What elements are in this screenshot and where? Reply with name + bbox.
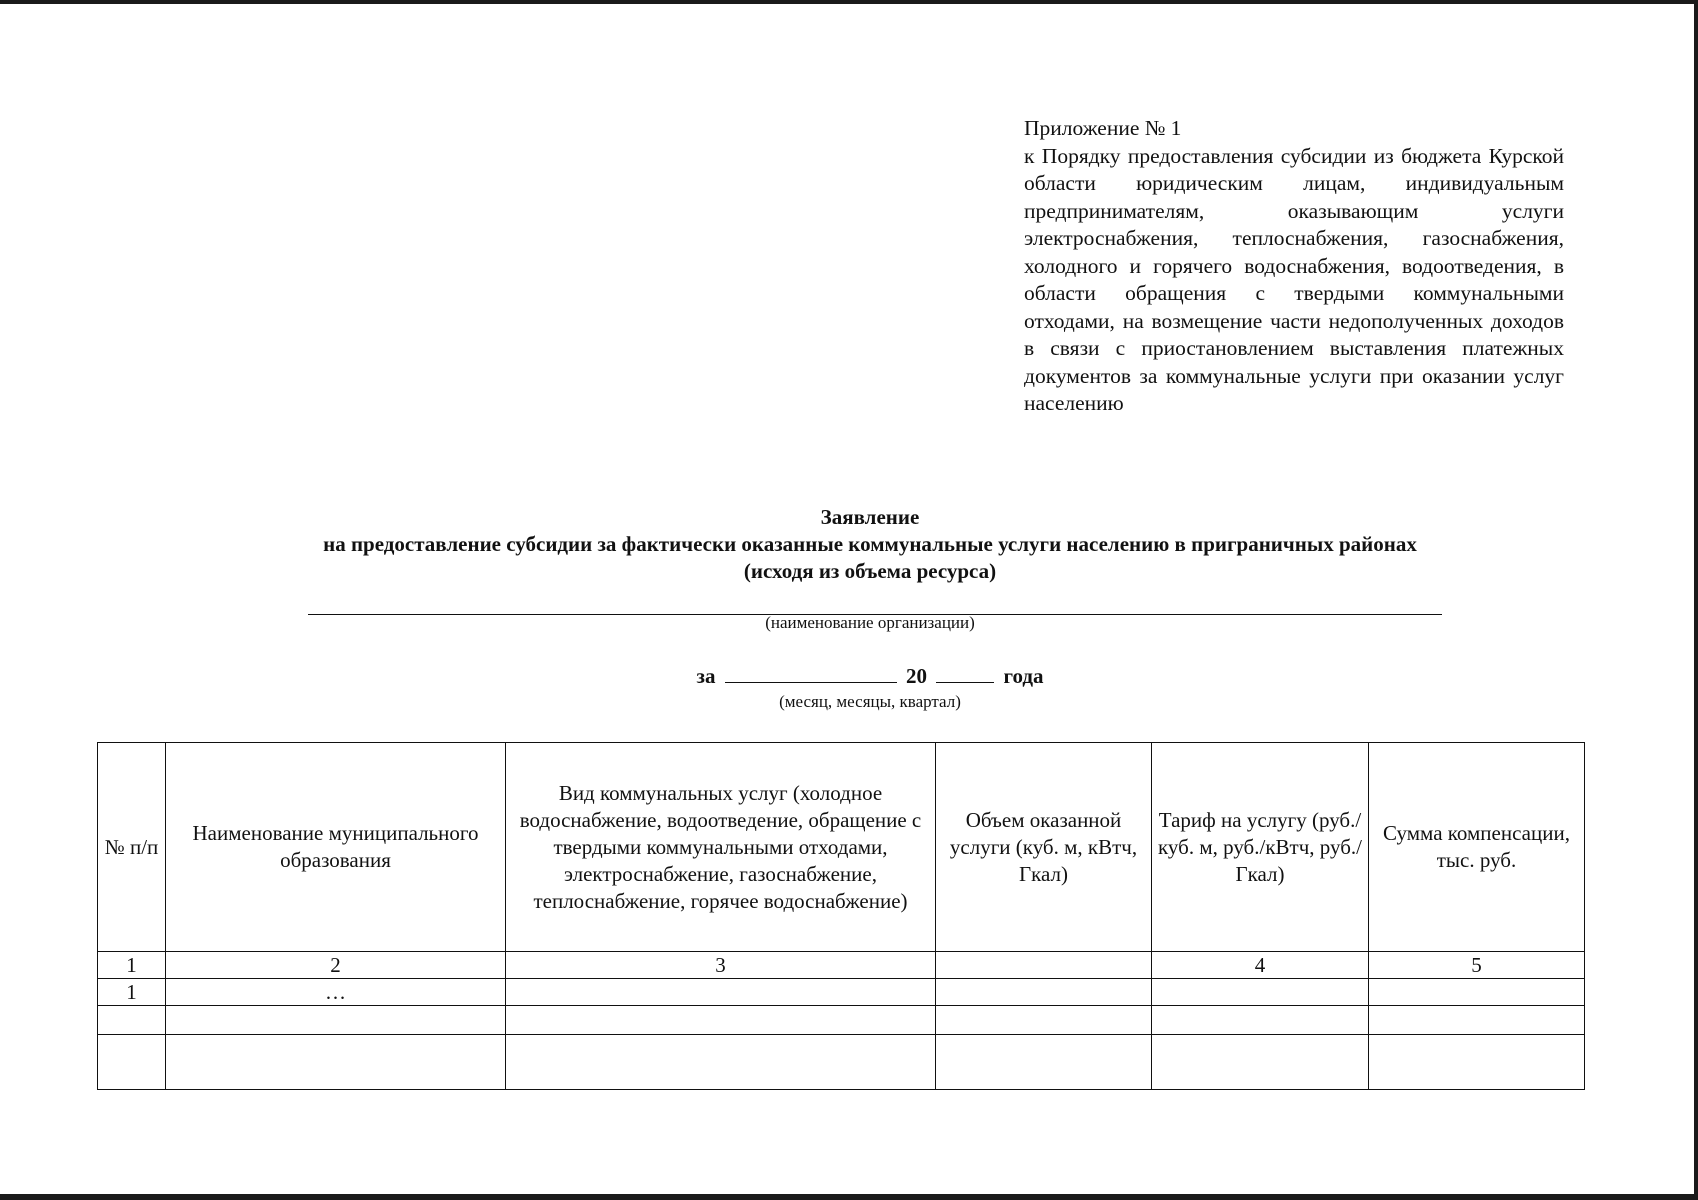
scan-edge-right: [1694, 0, 1698, 1200]
period-caption: (месяц, месяцы, квартал): [779, 692, 961, 711]
table-header-row: [98, 743, 1585, 952]
column-number: 2: [166, 952, 506, 979]
table-cell: [1369, 979, 1585, 1006]
period-suffix: года: [1003, 664, 1044, 688]
header-compensation: Сумма компенсации, тыс. руб.: [1369, 743, 1585, 952]
column-number: 5: [1369, 952, 1585, 979]
period-year-blank: [936, 662, 994, 683]
table-cell: [98, 1035, 166, 1090]
scan-edge-top: [0, 0, 1698, 4]
table-cell: [1152, 1035, 1369, 1090]
column-number-row: [98, 952, 1585, 979]
table-cell: [506, 1006, 936, 1035]
table-cell: [98, 1006, 166, 1035]
table-cell: [506, 1035, 936, 1090]
table-cell: [1369, 1035, 1585, 1090]
column-number: 3: [506, 952, 936, 979]
header-volume: Объем оказанной услуги (куб. м, кВтч, Гкал): [936, 743, 1152, 952]
table-cell: …: [166, 979, 506, 1006]
table-cell: 1: [98, 979, 166, 1006]
table-cell: [506, 979, 936, 1006]
compensation-table: [97, 742, 1585, 1090]
column-number: 1: [98, 952, 166, 979]
document-subtitle: на предоставление субсидии за фактически оказанные коммунальные услуги населению в приграничных районах: [323, 532, 1417, 556]
header-service-type: Вид коммунальных услуг (холодное водоснабжение, водоотведение, обращение с твердыми коммунальными отходами, электроснабжение, газоснабжение, теплоснабжение, горячее водоснабжение): [506, 743, 936, 952]
period-row: [0, 662, 1698, 689]
table-cell: [936, 1006, 1152, 1035]
appendix-block: [1024, 115, 1564, 418]
document-subtitle-note: (исходя из объема ресурса): [743, 559, 997, 583]
period-prefix: за: [696, 664, 716, 688]
table-row: [98, 1006, 1585, 1035]
period-month-blank: [725, 662, 897, 683]
table-cell: [1152, 1006, 1369, 1035]
table-cell: [1369, 1006, 1585, 1035]
table-cell: [936, 979, 1152, 1006]
table-cell: [166, 1006, 506, 1035]
table-cell: [936, 1035, 1152, 1090]
appendix-title: Приложение № 1: [1024, 116, 1182, 140]
header-number: № п/п: [98, 743, 166, 952]
column-number: 4: [1152, 952, 1369, 979]
table-row: [98, 979, 1585, 1006]
period-century: 20: [905, 664, 927, 688]
table-cell: [166, 1035, 506, 1090]
table-row: [98, 1035, 1585, 1090]
table-cell: [1152, 979, 1369, 1006]
column-number: [936, 952, 1152, 979]
document-title: Заявление: [820, 505, 920, 529]
appendix-body: к Порядку предоставления субсидии из бюджета Курской области юридическим лицам, индивидуальным предпринимателям, оказывающим услуги электроснабжения, теплоснабжения, газоснабжения, холодного и горячего водоснабжения, водоотведения, в области обращения с твердыми коммунальными отходами, на возмещение части недополученных доходов в связи с приостановлением выставления платежных документов за коммунальные услуги при оказании услуг населению: [1024, 143, 1564, 415]
header-municipality: Наименование муниципального образования: [166, 743, 506, 952]
organization-caption: (наименование организации): [765, 613, 975, 632]
scan-edge-bottom: [0, 1194, 1698, 1200]
header-tariff: Тариф на услугу (руб./куб. м, руб./кВтч, руб./Гкал): [1152, 743, 1369, 952]
